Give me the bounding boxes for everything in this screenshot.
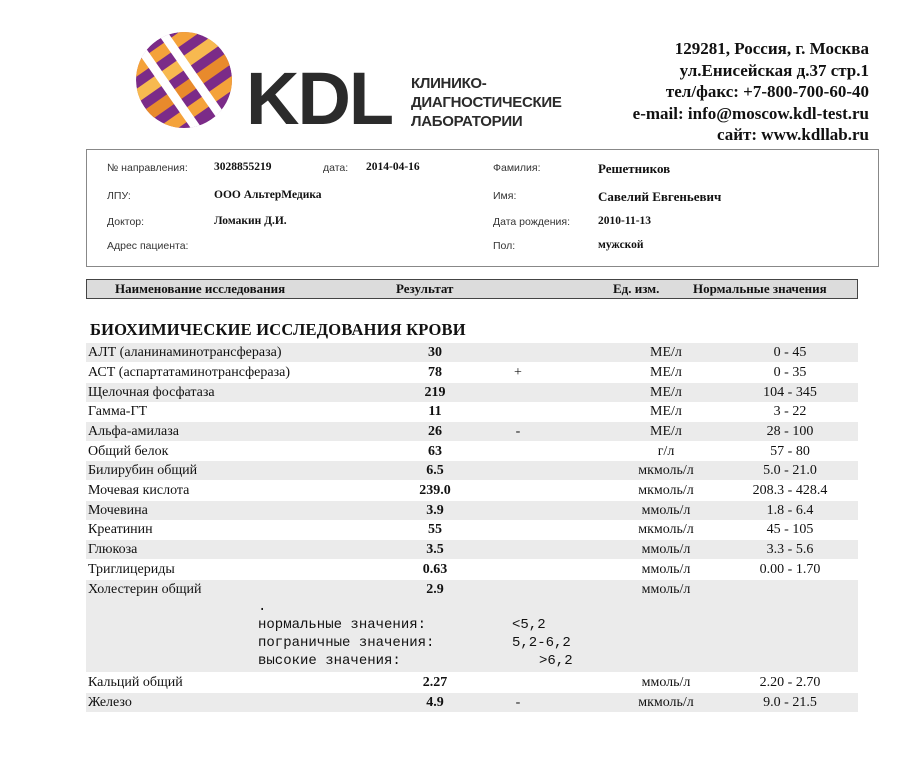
table-row xyxy=(86,673,858,692)
test-result: 4.9 xyxy=(426,695,444,710)
test-result: 2.27 xyxy=(422,675,448,690)
test-result: 26 xyxy=(428,424,442,439)
test-norm: 57 - 80 xyxy=(770,444,810,459)
test-result: 3.9 xyxy=(426,503,444,518)
test-flag: + xyxy=(514,365,522,380)
table-row xyxy=(86,580,858,599)
surname-value: Решетников xyxy=(598,161,671,176)
test-unit: МЕ/л xyxy=(650,385,682,400)
col-name: Наименование исследования xyxy=(115,281,286,296)
test-norm: 9.0 - 21.5 xyxy=(763,695,817,710)
test-unit: мкмоль/л xyxy=(638,463,694,478)
test-unit: ммоль/л xyxy=(641,675,691,690)
table-row xyxy=(86,540,858,559)
surname-label: Фамилия: xyxy=(493,162,541,174)
lab-email: e-mail: info@moscow.kdl-test.ru xyxy=(632,103,869,123)
test-result: 11 xyxy=(428,404,442,419)
referral-value: 3028855219 xyxy=(214,161,272,173)
table-row xyxy=(86,422,858,441)
test-result: 63 xyxy=(428,444,442,459)
lab-contacts xyxy=(633,38,869,146)
table-row xyxy=(86,343,858,362)
table-row xyxy=(86,383,858,402)
test-result: 55 xyxy=(428,522,442,537)
test-result: 2.9 xyxy=(426,582,444,597)
test-name: Креатинин xyxy=(88,522,153,537)
test-name: Общий белок xyxy=(88,444,169,459)
test-result: 78 xyxy=(428,365,442,380)
lab-address: 129281, Россия, г. Москва xyxy=(674,39,869,58)
test-norm: 0.00 - 1.70 xyxy=(759,562,821,577)
test-name: АСТ (аспартатаминотрансфераза) xyxy=(88,365,291,380)
test-norm: 0 - 45 xyxy=(773,345,807,360)
table-row xyxy=(86,520,858,539)
test-norm: 3 - 22 xyxy=(773,404,807,419)
note-value: <5,2 xyxy=(512,617,546,633)
brand-name: KDL xyxy=(246,57,393,140)
note-dot: . xyxy=(258,599,267,615)
sex-label: Пол: xyxy=(493,240,516,252)
brand-subtitle: КЛИНИКО- ДИАГНОСТИЧЕСКИЕ ЛАБОРАТОРИИ xyxy=(411,75,562,130)
table-row xyxy=(86,560,858,579)
test-result: 30 xyxy=(428,345,442,360)
test-unit: МЕ/л xyxy=(650,365,682,380)
test-unit: мкмоль/л xyxy=(638,695,694,710)
test-norm: 104 - 345 xyxy=(763,385,817,400)
lab-street: ул.Енисейская д.37 стр.1 xyxy=(679,60,869,80)
note-label: нормальные значения: xyxy=(258,617,427,633)
test-result: 219 xyxy=(424,385,446,400)
table-row xyxy=(86,501,858,520)
test-norm: 2.20 - 2.70 xyxy=(759,675,821,690)
test-norm: 0 - 35 xyxy=(773,365,807,380)
test-unit: МЕ/л xyxy=(650,345,682,360)
lab-phone: тел/факс: +7-800-700-60-40 xyxy=(665,82,869,101)
kdl-logo-icon xyxy=(134,30,234,130)
test-unit: мкмоль/л xyxy=(638,483,694,498)
date-value: 2014-04-16 xyxy=(366,161,420,173)
test-flag: - xyxy=(515,695,521,710)
test-unit: г/л xyxy=(657,444,675,459)
note-label: высокие значения: xyxy=(258,653,401,669)
note-value: 5,2-6,2 xyxy=(512,635,571,651)
patient-info-box xyxy=(86,149,879,267)
date-label: дата: xyxy=(323,162,349,174)
test-unit: ммоль/л xyxy=(641,562,691,577)
lpu-value: ООО АльтерМедика xyxy=(214,189,322,201)
test-result: 0.63 xyxy=(422,562,448,577)
test-norm: 3.3 - 5.6 xyxy=(766,542,814,557)
address-label: Адрес пациента: xyxy=(107,240,189,252)
test-name: Железо xyxy=(88,695,132,710)
col-unit: Ед. изм. xyxy=(613,281,660,296)
sex-value: мужской xyxy=(598,239,644,251)
dob-value: 2010-11-13 xyxy=(598,215,652,227)
doctor-value: Ломакин Д.И. xyxy=(214,215,287,227)
table-row xyxy=(86,363,858,382)
test-norm: 28 - 100 xyxy=(766,424,814,439)
table-row xyxy=(86,693,858,712)
test-unit: МЕ/л xyxy=(650,424,682,439)
test-name: Мочевина xyxy=(88,503,148,518)
test-name: Щелочная фосфатаза xyxy=(88,385,215,400)
test-name: Холестерин общий xyxy=(88,582,202,597)
name-value: Савелий Евгеньевич xyxy=(598,189,722,204)
test-result: 3.5 xyxy=(426,542,444,557)
test-flag: - xyxy=(515,424,521,439)
name-label: Имя: xyxy=(493,190,517,202)
test-name: Кальций общий xyxy=(88,675,183,690)
test-name: Глюкоза xyxy=(88,542,138,557)
test-norm: 5.0 - 21.0 xyxy=(763,463,817,478)
test-unit: мкмоль/л xyxy=(638,522,694,537)
lab-site: сайт: www.kdllab.ru xyxy=(716,125,869,144)
table-row xyxy=(86,402,858,421)
cholesterol-note xyxy=(86,599,858,672)
test-norm: 208.3 - 428.4 xyxy=(752,483,828,498)
test-name: АЛТ (аланинаминотрансфераза) xyxy=(88,345,282,360)
col-norm: Нормальные значения xyxy=(693,281,827,296)
referral-label: № направления: xyxy=(107,162,188,174)
doctor-label: Доктор: xyxy=(107,216,145,228)
table-row xyxy=(86,461,858,480)
test-result: 239.0 xyxy=(419,483,451,498)
test-name: Триглицериды xyxy=(88,562,175,577)
test-name: Мочевая кислота xyxy=(88,483,190,498)
lpu-label: ЛПУ: xyxy=(107,190,131,202)
table-row xyxy=(86,481,858,500)
section-title: БИОХИМИЧЕСКИЕ ИССЛЕДОВАНИЯ КРОВИ xyxy=(90,320,466,339)
test-norm: 1.8 - 6.4 xyxy=(766,503,814,518)
dob-label: Дата рождения: xyxy=(493,216,570,228)
test-result: 6.5 xyxy=(426,463,444,478)
test-unit: ммоль/л xyxy=(641,582,691,597)
note-label: пограничные значения: xyxy=(258,635,435,651)
test-norm: 45 - 105 xyxy=(766,522,814,537)
results-column-header xyxy=(86,279,858,299)
col-result: Результат xyxy=(396,281,454,296)
test-unit: ммоль/л xyxy=(641,503,691,518)
test-name: Альфа-амилаза xyxy=(88,424,179,439)
test-name: Билирубин общий xyxy=(88,463,198,478)
test-unit: МЕ/л xyxy=(650,404,682,419)
table-row xyxy=(86,442,858,461)
test-name: Гамма-ГТ xyxy=(88,404,148,419)
test-unit: ммоль/л xyxy=(641,542,691,557)
note-value: >6,2 xyxy=(539,653,573,669)
